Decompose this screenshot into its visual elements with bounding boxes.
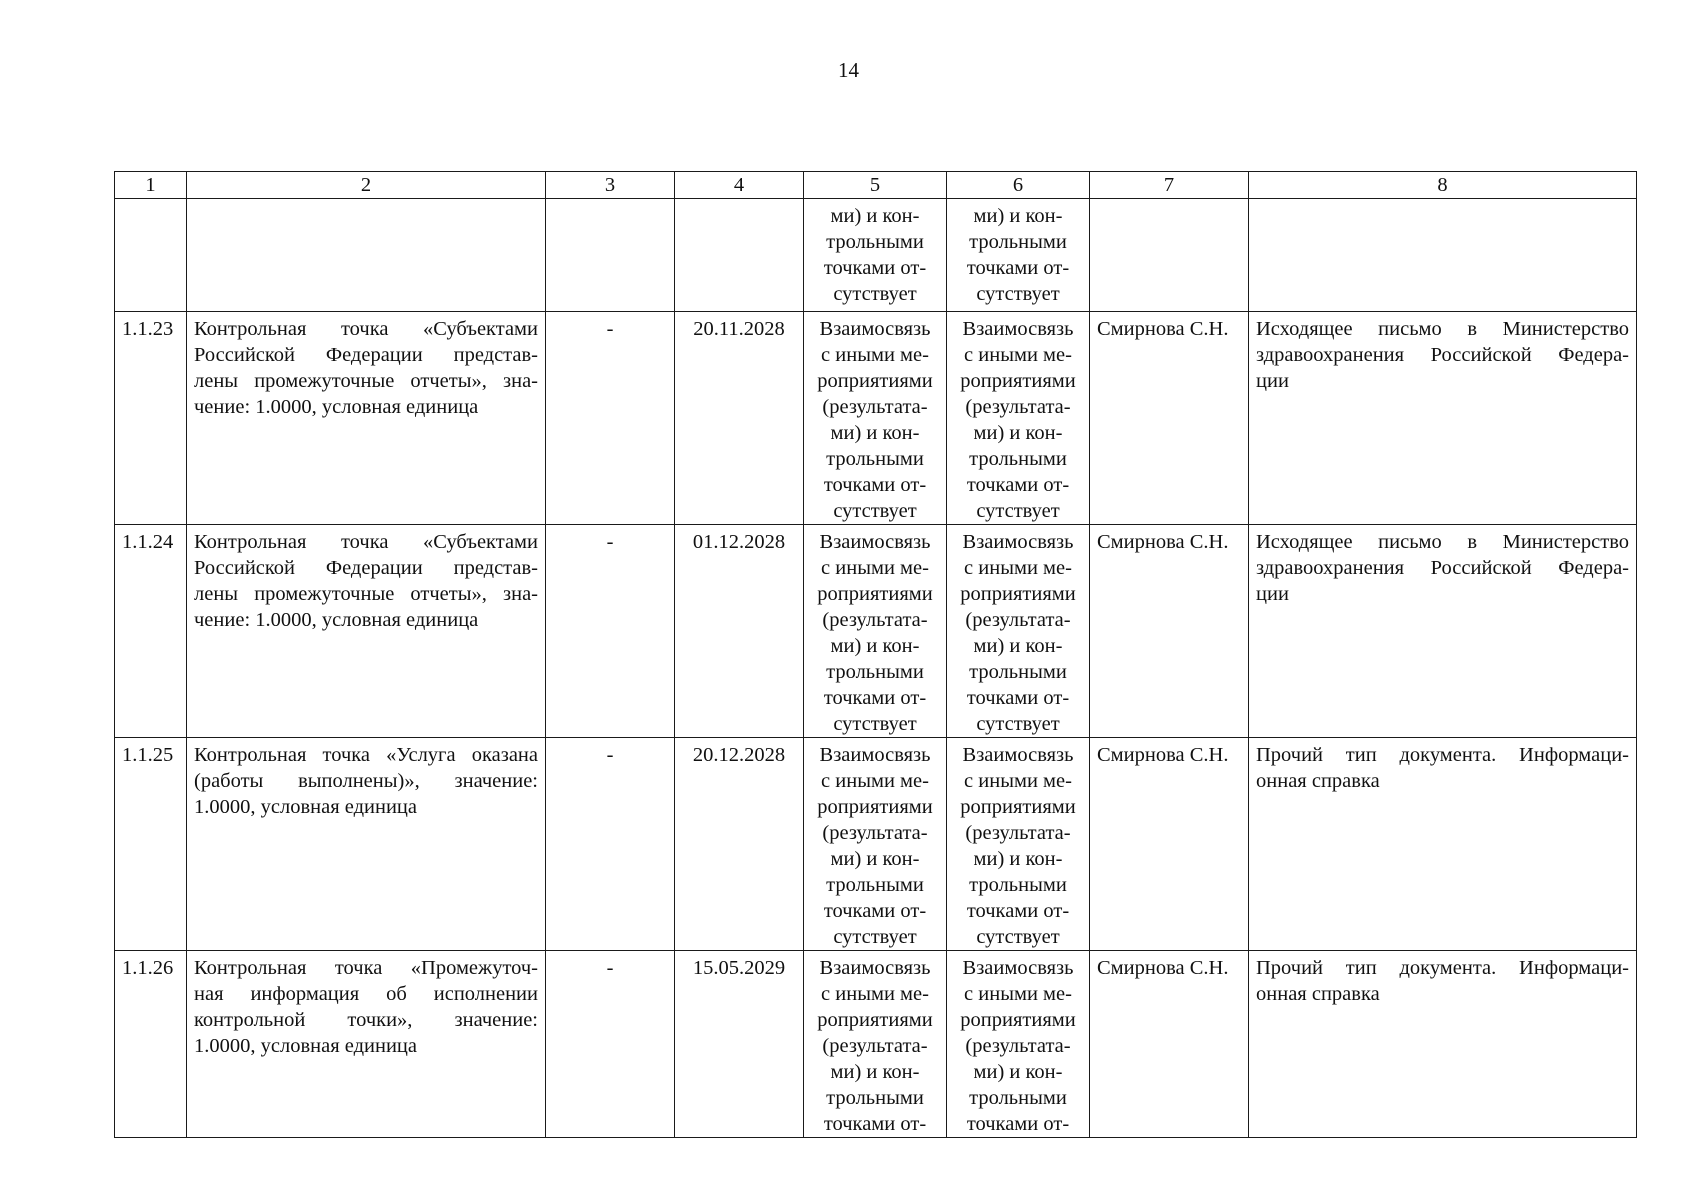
cell-document [1249,199,1637,312]
cell-relation-1 [804,951,947,1138]
cell-date: 20.12.2028 [675,738,804,951]
text-line: точками от- [966,900,1070,922]
cell-relation-2 [947,951,1090,1138]
cell-number: 1.1.26 [115,951,187,1138]
header-col-5: 5 [804,172,947,199]
cell-responsible: Смирнова С.Н. [1090,951,1249,1138]
text-line: точками от- [823,474,927,496]
text-line: трольными [969,874,1067,896]
text-line: Взаимосвязь [962,744,1074,766]
text-line: (результата- [822,396,928,418]
text-line: с иными ме- [821,770,929,792]
text-line: чение: 1.0000, условная единица [194,609,479,631]
text-line: здравоохранения Российской Федера- [1256,344,1629,366]
text-line: сутствует [833,926,917,948]
header-row [115,172,1637,199]
header-col-4: 4 [675,172,804,199]
text-line: точками от- [823,687,927,709]
cell-document [1249,312,1637,525]
text-line: ми) и кон- [973,635,1063,657]
cell-responsible: Смирнова С.Н. [1090,738,1249,951]
cell-relation-1 [804,525,947,738]
header-col-1: 1 [115,172,187,199]
text-line: с иными ме- [821,557,929,579]
text-line: 1.0000, условная единица [194,796,417,818]
text-line: роприятиями [960,1009,1076,1031]
cell-col3: - [546,738,675,951]
cell-number: 1.1.23 [115,312,187,525]
text-line: Российской Федерации представ- [194,557,538,579]
text-line: (результата- [822,609,928,631]
text-line: трольными [969,1087,1067,1109]
text-line: точками от- [966,474,1070,496]
text-line: ми) и кон- [830,635,920,657]
text-line: Взаимосвязь [819,744,931,766]
text-line: с иными ме- [821,344,929,366]
text-line: Взаимосвязь [962,957,1074,979]
text-line: с иными ме- [964,557,1072,579]
text-line: (результата- [822,822,928,844]
table-row [115,738,1637,951]
text-line: точками от- [966,257,1070,279]
text-line: трольными [969,231,1067,253]
text-line: (результата- [822,1035,928,1057]
cell-col3 [546,199,675,312]
text-line: ции [1256,370,1289,392]
page-number: 14 [838,58,859,82]
text-line: с иными ме- [964,983,1072,1005]
cell-relation-1 [804,738,947,951]
cell-description [187,312,546,525]
text-line: Контрольная точка «Субъектами [194,318,538,340]
cell-relation-2 [947,199,1090,312]
cell-document [1249,738,1637,951]
cell-col3: - [546,312,675,525]
text-line: (результата- [965,1035,1071,1057]
text-line: роприятиями [817,370,933,392]
text-line: Контрольная точка «Субъектами [194,531,538,553]
header-col-8: 8 [1249,172,1637,199]
text-line: сутствует [976,713,1060,735]
text-line: лены промежуточные отчеты», зна- [194,370,538,392]
text-line: Контрольная точка «Промежуточ- [194,957,538,979]
text-line: роприятиями [817,1009,933,1031]
text-line: трольными [826,448,924,470]
text-line: ми) и кон- [830,422,920,444]
text-line: сутствует [976,500,1060,522]
text-line: Исходящее письмо в Министерство [1256,318,1629,340]
cell-number [115,199,187,312]
text-line: точками от- [966,687,1070,709]
text-line: точками от- [823,257,927,279]
text-line: трольными [826,874,924,896]
text-line: Взаимосвязь [819,318,931,340]
text-line: сутствует [833,283,917,305]
text-line: Контрольная точка «Услуга оказана [194,744,538,766]
cell-responsible: Смирнова С.Н. [1090,312,1249,525]
cell-description [187,199,546,312]
text-line: чение: 1.0000, условная единица [194,396,479,418]
text-line: точками от- [823,900,927,922]
text-line: онная справка [1256,770,1380,792]
text-line: точками от- [823,1113,927,1135]
cell-relation-1 [804,199,947,312]
cell-col3: - [546,525,675,738]
text-line: трольными [969,448,1067,470]
data-table [114,171,1637,1138]
text-line: Прочий тип документа. Информаци- [1256,957,1629,979]
text-line: Взаимосвязь [962,531,1074,553]
cell-relation-1 [804,312,947,525]
text-line: трольными [826,661,924,683]
cell-description [187,738,546,951]
text-line: сутствует [976,926,1060,948]
text-line: ми) и кон- [973,848,1063,870]
text-line: роприятиями [960,583,1076,605]
text-line: роприятиями [960,796,1076,818]
table-row [115,951,1637,1138]
text-line: 1.0000, условная единица [194,1035,417,1057]
cell-number: 1.1.25 [115,738,187,951]
text-line: трольными [826,231,924,253]
text-line: Исходящее письмо в Министерство [1256,531,1629,553]
table-row [115,312,1637,525]
header-col-3: 3 [546,172,675,199]
text-line: роприятиями [817,583,933,605]
text-line: трольными [826,1087,924,1109]
cell-document [1249,951,1637,1138]
cell-responsible: Смирнова С.Н. [1090,525,1249,738]
cell-date: 15.05.2029 [675,951,804,1138]
text-line: сутствует [833,500,917,522]
cell-relation-2 [947,312,1090,525]
cell-number: 1.1.24 [115,525,187,738]
text-line: Взаимосвязь [819,957,931,979]
text-line: Взаимосвязь [962,318,1074,340]
text-line: (результата- [965,822,1071,844]
text-line: онная справка [1256,983,1380,1005]
text-line: точками от- [966,1113,1070,1135]
cell-relation-2 [947,738,1090,951]
cell-date [675,199,804,312]
text-line: ми) и кон- [830,848,920,870]
text-line: ми) и кон- [973,205,1063,227]
text-line: Взаимосвязь [819,531,931,553]
text-line: роприятиями [817,796,933,818]
text-line: (результата- [965,609,1071,631]
text-line: с иными ме- [964,770,1072,792]
text-line: Прочий тип документа. Информаци- [1256,744,1629,766]
text-line: ми) и кон- [973,1061,1063,1083]
text-line: сутствует [976,283,1060,305]
header-col-7: 7 [1090,172,1249,199]
text-line: ми) и кон- [830,1061,920,1083]
text-line: с иными ме- [964,344,1072,366]
text-line: (результата- [965,396,1071,418]
table-row-continuation [115,199,1637,312]
cell-relation-2 [947,525,1090,738]
table-row [115,525,1637,738]
text-line: здравоохранения Российской Федера- [1256,557,1629,579]
text-line: ми) и кон- [973,422,1063,444]
text-line: контрольной точки», значение: [194,1009,538,1031]
cell-document [1249,525,1637,738]
cell-description [187,951,546,1138]
header-col-2: 2 [187,172,546,199]
text-line: ная информация об исполнении [194,983,538,1005]
text-line: ции [1256,583,1289,605]
text-line: лены промежуточные отчеты», зна- [194,583,538,605]
header-col-6: 6 [947,172,1090,199]
text-line: роприятиями [960,370,1076,392]
cell-date: 01.12.2028 [675,525,804,738]
cell-description [187,525,546,738]
text-line: Российской Федерации представ- [194,344,538,366]
cell-date: 20.11.2028 [675,312,804,525]
cell-col3: - [546,951,675,1138]
cell-responsible [1090,199,1249,312]
text-line: трольными [969,661,1067,683]
text-line: с иными ме- [821,983,929,1005]
text-line: сутствует [833,713,917,735]
text-line: ми) и кон- [830,205,920,227]
text-line: (работы выполнены)», значение: [194,770,538,792]
